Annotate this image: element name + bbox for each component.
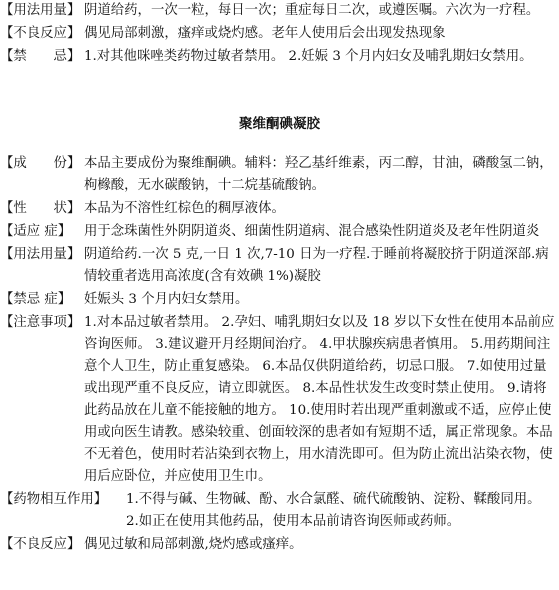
entry-usage-dosage-1	[0, 0, 559, 22]
entry-precautions	[0, 312, 559, 488]
field-label: 【性 状】	[0, 201, 81, 216]
field-text: 本品为不溶性红棕色的稠厚液体。	[84, 201, 285, 216]
drug-title: 聚维酮碘凝胶	[239, 116, 320, 132]
field-text: 偶见局部刺激，瘙痒或烧灼感。老年人使用后会出现发热现象	[84, 26, 446, 41]
entry-adverse-reactions-2	[0, 534, 559, 556]
field-text: 用于念珠菌性外阴阴道炎、细菌性阴道病、混合感染性阴道炎及老年性阴道炎	[84, 224, 540, 239]
entry-adverse-reactions-1	[0, 23, 559, 45]
entry-drug-interactions	[0, 489, 559, 533]
field-text: 阴道给药.一次 5 克,一日 1 次,7-10 日为一疗程.于睡前将凝胶挤于阴道深部.病情较重者选用高浓度(含有效碘 1%)凝胶	[84, 247, 549, 284]
entry-contraindications-2	[0, 289, 559, 311]
field-text: 本品主要成份为聚维酮碘。辅料：羟乙基纤维素，丙二醇，甘油，磷酸氢二钠，枸橼酸，无水碳酸钠，十二烷基硫酸钠。	[84, 156, 553, 193]
field-label: 【不良反应】	[0, 537, 81, 552]
field-label: 【成 份】	[0, 156, 81, 171]
field-label: 【药物相互作用】	[0, 492, 108, 507]
section-previous-drug	[0, 0, 559, 68]
field-text: 偶见过敏和局部刺激,烧灼感或瘙痒。	[84, 537, 303, 552]
entry-usage-dosage-2	[0, 244, 559, 288]
field-label: 【注意事项】	[0, 315, 81, 330]
section-gap	[0, 69, 559, 113]
field-label: 【禁忌 症】	[0, 292, 72, 307]
field-text: 1.对其他咪唑类药物过敏者禁用。 2.妊娠 3 个月内妇女及哺乳期妇女禁用。	[84, 49, 533, 64]
field-text: 妊娠头 3 个月内妇女禁用。	[84, 292, 249, 307]
field-label: 【适应 症】	[0, 224, 72, 239]
field-label: 【用法用量】	[0, 247, 81, 262]
entry-appearance	[0, 198, 559, 220]
entry-ingredients	[0, 153, 559, 197]
field-label: 【禁 忌】	[0, 49, 81, 64]
field-label: 【用法用量】	[0, 3, 81, 18]
field-text: 阴道给药，一次一粒，每日一次；重症每日二次，或遵医嘱。六次为一疗程。	[84, 3, 540, 18]
section-povidone-iodine-gel	[0, 153, 559, 556]
field-text: 1.不得与碱、生物碱、酚、水合氯醛、硫代硫酸钠、淀粉、鞣酸同用。 2.如正在使用其他药品，使用本品前请咨询医师或药师。	[126, 492, 541, 529]
field-text: 1.对本品过敏者禁用。 2.孕妇、哺乳期妇女以及 18 岁以下女性在使用本品前应咨询医师。 3.建议避开月经期间治疗。 4.甲状腺疾病患者慎用。 5.用药期间注意个人卫生，防止重复感染。 6.本品仅供阴道给药，切忌口服。 7.如使用过量或出现严重不良反应，请立即就医。 8.本品性状发生改变时禁止使用。 9.请将此药品放在儿童不能接触的地方。 10.使用时若出现严重刺激或不适，应停止使用或向医生请教。感染较重、创面较深的患者如有短期不适，属正常现象。本品不无着色，使用时若沾染到衣物上，用水清洗即可。但为防止流出沾染衣物，使用后应卧位，并应使用卫生巾。	[84, 315, 555, 484]
entry-indications	[0, 221, 559, 243]
entry-contraindications-1	[0, 46, 559, 68]
field-label: 【不良反应】	[0, 26, 81, 41]
